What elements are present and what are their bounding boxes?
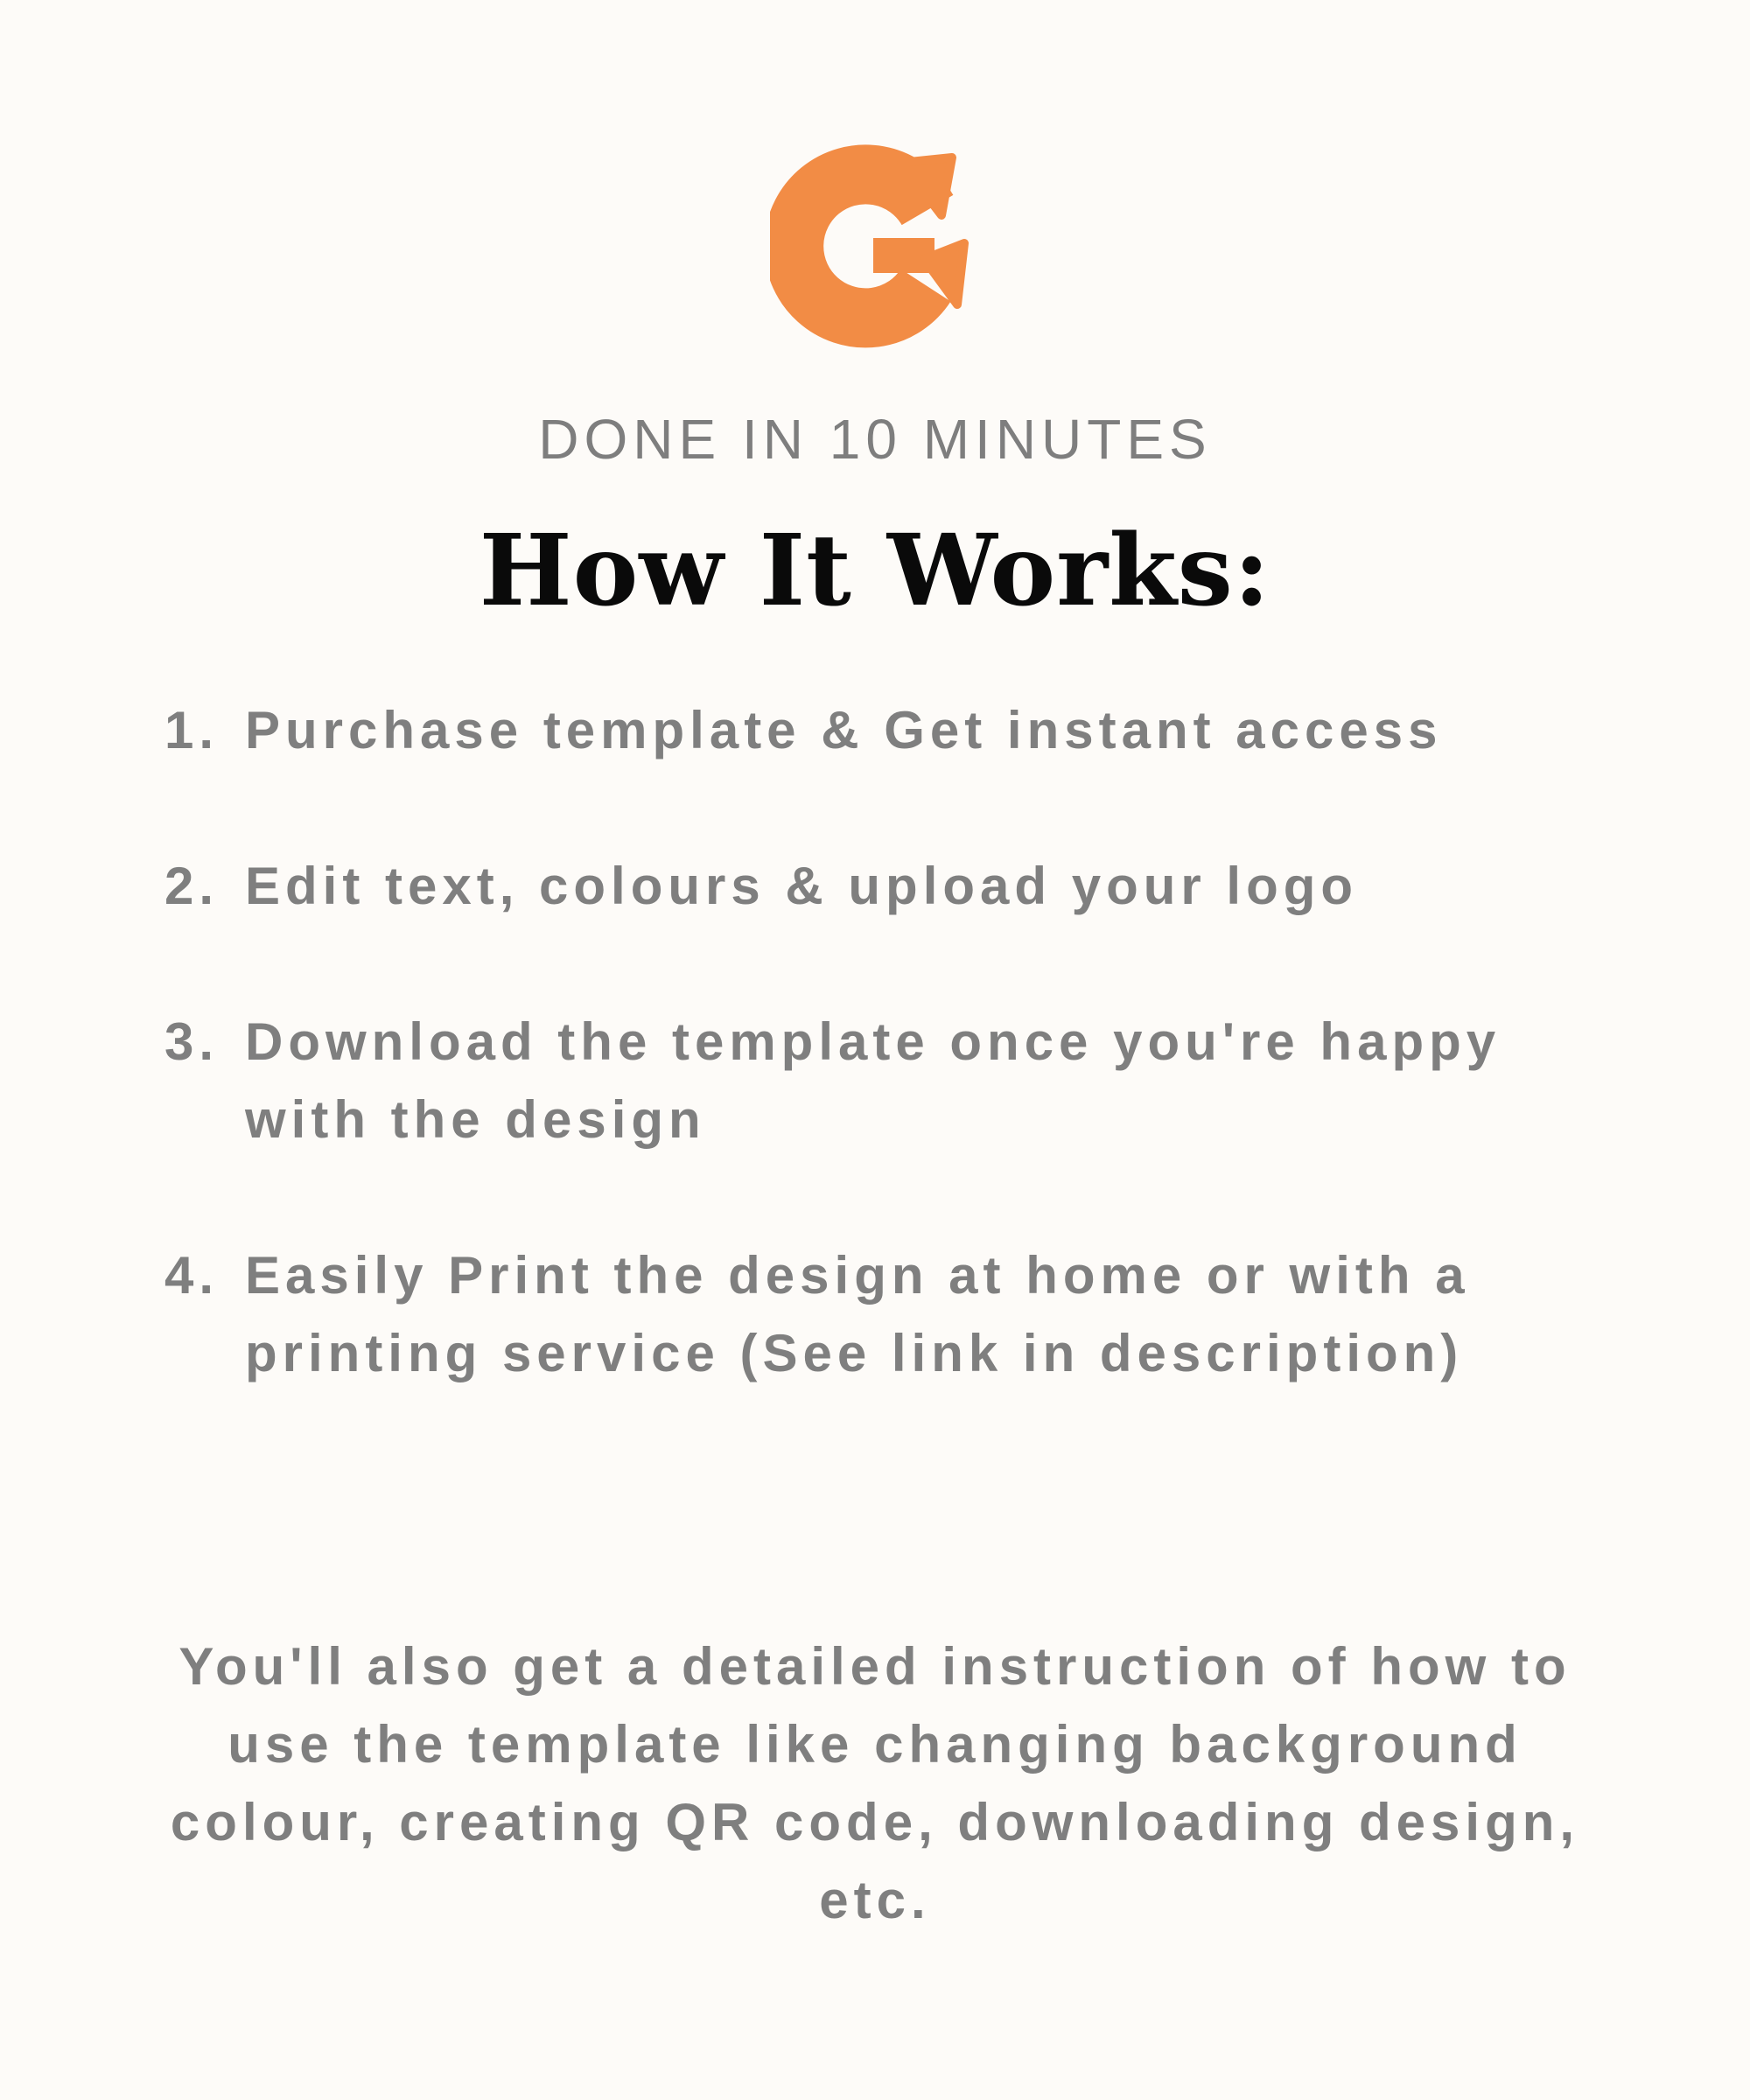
- step-text: Edit text, colours & upload your logo: [245, 857, 1359, 915]
- kicker-text: DONE IN 10 MINUTES: [538, 408, 1212, 471]
- footer-note: You'll also get a detailed instruction of how to use the template like changing background colour, creating QR code, downloading design, etc.: [170, 1637, 1580, 1929]
- step-number: 4.: [164, 1246, 220, 1305]
- step-item-3: [164, 1003, 1608, 1158]
- step-text: Purchase template & Get instant access: [245, 701, 1443, 760]
- step-number: 1.: [164, 701, 220, 760]
- step-number: 2.: [164, 857, 220, 915]
- step-item-4: [164, 1236, 1608, 1392]
- g-arrow-logo-icon: [770, 140, 980, 350]
- step-text: Easily Print the design at home or with a printing service (See link in description): [245, 1246, 1470, 1382]
- steps-list: [164, 691, 1608, 1392]
- page-title: How It Works:: [479, 514, 1271, 628]
- step-text: Download the template once you're happy with the design: [245, 1012, 1502, 1149]
- step-item-2: [164, 847, 1608, 925]
- step-number: 3.: [164, 1012, 220, 1071]
- step-item-1: [164, 691, 1608, 769]
